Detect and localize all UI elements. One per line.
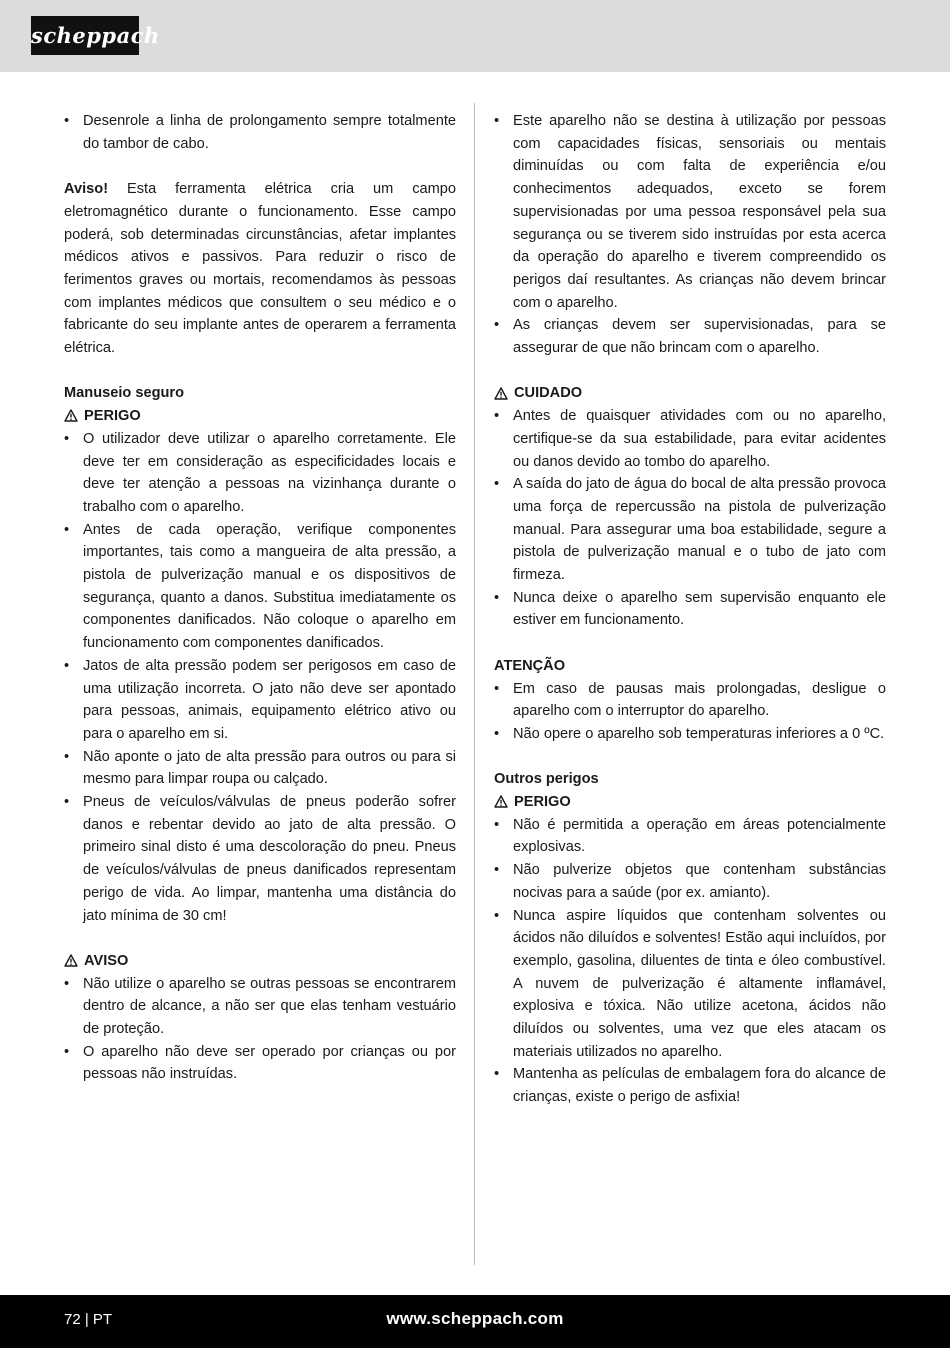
bullet-icon: • xyxy=(494,907,500,924)
list-item: • Este aparelho não se destina à utilização por pessoas com capacidades físicas, sensoriais ou mentais diminuídas ou com falta de experiência e/ou conhecimentos adequados, exceto se forem supervisionadas por uma pessoa responsável pela sua segurança ou se tiverem sido instruídas por esta acerca da operação do aparelho e tiverem compreendido os perigos daí resultantes. As crianças não devem brincar com o aparelho. xyxy=(494,110,886,314)
list-item: • Jatos de alta pressão podem ser perigosos em caso de uma utilização incorreta. O jato não deve ser apontado para pessoas, animais, equipamento elétrico ativo ou para o aparelho em si. xyxy=(64,655,456,746)
warning-heading-perigo: PERIGO xyxy=(64,405,456,428)
bullet-icon: • xyxy=(64,521,70,538)
warning-triangle-icon xyxy=(494,387,508,400)
left-column xyxy=(64,110,456,1086)
bullet-icon: • xyxy=(494,476,500,493)
page-footer xyxy=(0,1295,950,1348)
aviso-list xyxy=(64,973,456,1087)
bullet-icon: • xyxy=(64,657,70,674)
list-item: • A saída do jato de água do bocal de alta pressão provoca uma força de repercussão na pistola de pulverização manual. Para assegurar uma boa estabilidade, segure a pistola de pulverização manual e o tubo de jato com firmeza. xyxy=(494,473,886,587)
children-list xyxy=(494,110,886,360)
bullet-icon: • xyxy=(494,680,500,697)
list-item: • Mantenha as películas de embalagem fora do alcance de crianças, existe o perigo de asfixia! xyxy=(494,1063,886,1108)
list-item: • Não é permitida a operação em áreas potencialmente explosivas. xyxy=(494,814,886,859)
list-item: • Antes de cada operação, verifique componentes importantes, tais como a mangueira de alta pressão, a pistola de pulverização manual e os dispositivos de segurança, quanto a danos. Substitua imediatamente os componentes danificados. Não coloque o aparelho em funcionamento com componentes danificados. xyxy=(64,519,456,655)
atencao-list xyxy=(494,678,886,746)
perigo-list xyxy=(64,428,456,927)
list-item: • Não aponte o jato de alta pressão para outros ou para si mesmo para limpar roupa ou calçado. xyxy=(64,746,456,791)
bullet-icon: • xyxy=(64,794,70,811)
bullet-icon: • xyxy=(64,1043,70,1060)
aviso-label: Aviso! xyxy=(64,181,109,198)
list-item: • Desenrole a linha de prolongamento sempre totalmente do tambor de cabo. xyxy=(64,110,456,155)
bullet-icon: • xyxy=(494,862,500,879)
aviso-text: Esta ferramenta elétrica cria um campo eletromagnético durante o funcionamento. Esse campo poderá, sob determinadas circunstâncias, afetar implantes médicos ativos e passivos. Para reduzir o risco de ferimentos graves ou mortais, recomendamos às pessoas com implantes médicos que consultem o seu médico e o fabricante do seu implante antes de operarem a ferramenta elétrica. xyxy=(64,181,456,357)
list-item: • O aparelho não deve ser operado por crianças ou por pessoas não instruídas. xyxy=(64,1041,456,1086)
outros-perigo-list xyxy=(494,814,886,1109)
warning-heading-cuidado: CUIDADO xyxy=(494,382,886,405)
warning-heading-aviso: AVISO xyxy=(64,950,456,973)
list-item: • Nunca aspire líquidos que contenham solventes ou ácidos não diluídos e solventes! Estão aqui incluídos, por exemplo, gasolina, diluentes de tinta e óleo combustível. A nuvem de pulverização é altamente inflamável, explosiva e tóxica. Não utilize acetona, ácidos não diluídos ou solventes, uma vez que eles atacam os materiais utilizados no aparelho. xyxy=(494,905,886,1064)
aviso-paragraph xyxy=(64,178,456,360)
warning-triangle-icon xyxy=(64,409,78,422)
list-item: • Não utilize o aparelho se outras pessoas se encontrarem dentro de alcance, a não ser que elas tenham vestuário de proteção. xyxy=(64,973,456,1041)
bullet-icon: • xyxy=(494,816,500,833)
list-item: • Antes de quaisquer atividades com ou no aparelho, certifique-se da sua estabilidade, para evitar acidentes ou danos devido ao tombo do aparelho. xyxy=(494,405,886,473)
list-item: • Pneus de veículos/válvulas de pneus poderão sofrer danos e rebentar devido ao jato de alta pressão. O primeiro sinal disto é uma descoloração do pneu. Pneus de veículos/válvulas de pneus danificados representam perigo de vida. Ao limpar, mantenha uma distância do jato mínima de 30 cm! xyxy=(64,791,456,927)
bullet-icon: • xyxy=(494,1066,500,1083)
warning-triangle-icon xyxy=(494,795,508,808)
list-item: • As crianças devem ser supervisionadas, para se assegurar de que não brincam com o aparelho. xyxy=(494,314,886,359)
column-divider xyxy=(474,103,475,1265)
bullet-icon: • xyxy=(64,113,70,129)
list-item: • Nunca deixe o aparelho sem supervisão enquanto ele estiver em funcionamento. xyxy=(494,587,886,632)
scheppach-logo: scheppach xyxy=(31,16,139,55)
website-link[interactable]: www.scheppach.com xyxy=(386,1309,564,1328)
intro-list xyxy=(64,110,456,155)
bullet-icon: • xyxy=(494,725,500,742)
bullet-icon: • xyxy=(494,589,500,606)
bullet-icon: • xyxy=(494,113,500,129)
section-heading-atencao: ATENÇÃO xyxy=(494,657,566,674)
page-number: 72 | PT xyxy=(64,1311,113,1328)
bullet-icon: • xyxy=(494,317,500,334)
warning-triangle-icon xyxy=(64,954,78,967)
list-item: • Não pulverize objetos que contenham substâncias nocivas para a saúde (por ex. amianto). xyxy=(494,859,886,904)
warning-heading-perigo: PERIGO xyxy=(494,791,886,814)
section-heading-outros: Outros perigos xyxy=(494,771,599,788)
list-item: • O utilizador deve utilizar o aparelho corretamente. Ele deve ter em consideração as especificidades locais e deve ter atenção a pessoas na vizinhança durante o trabalho com o aparelho. xyxy=(64,428,456,519)
cuidado-list xyxy=(494,405,886,632)
bullet-icon: • xyxy=(494,408,500,425)
bullet-icon: • xyxy=(64,748,70,765)
right-column xyxy=(494,110,886,1109)
section-heading-manuseio: Manuseio seguro xyxy=(64,385,185,402)
page-header xyxy=(0,0,950,72)
bullet-icon: • xyxy=(64,430,70,447)
list-item: • Em caso de pausas mais prolongadas, desligue o aparelho com o interruptor do aparelho. xyxy=(494,678,886,723)
list-item: • Não opere o aparelho sob temperaturas inferiores a 0 ºC. xyxy=(494,723,886,746)
bullet-icon: • xyxy=(64,975,70,992)
